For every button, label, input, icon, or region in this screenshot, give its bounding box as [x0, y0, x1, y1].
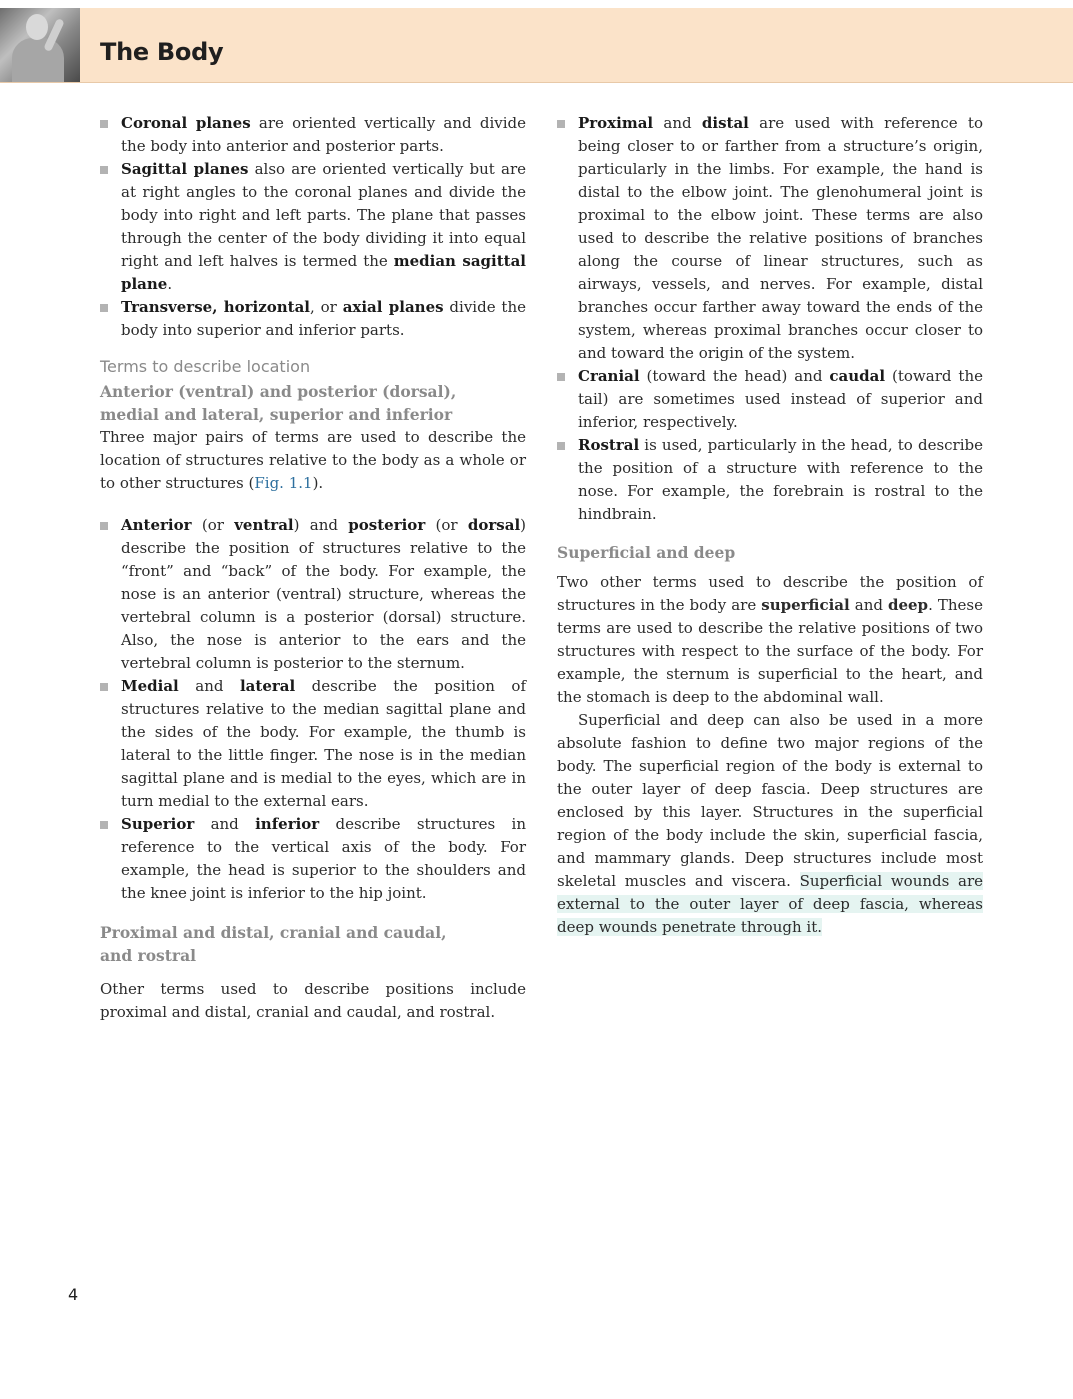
bullet-cranial-caudal [557, 365, 983, 434]
chapter-thumbnail-image [0, 8, 80, 82]
paragraph-text: and [849, 596, 888, 614]
left-column [100, 112, 526, 1024]
bullet-text: describe structures in reference to the vertical axis of the body. For example, the head is superior to the shoulders and the knee joint is inferior to the hip joint. [121, 815, 526, 902]
term: posterior [348, 516, 426, 534]
term: Medial [121, 677, 179, 695]
bullet-text: is used, particularly in the head, to describe the position of a structure with reference to the nose. For example, the forebrain is rostral to the hindbrain. [578, 436, 983, 523]
subheading-proximal-line2: and rostral [100, 946, 197, 965]
term: Rostral [578, 436, 640, 454]
bullet-anterior-posterior [100, 514, 526, 675]
bullet-text: (or [425, 516, 468, 534]
superficial-regions-paragraph [557, 709, 983, 939]
term: superficial [761, 596, 850, 614]
term: Anterior [121, 516, 192, 534]
bullet-proximal-distal [557, 112, 983, 365]
bullet-marker [557, 373, 565, 381]
bullet-text: and [194, 815, 256, 833]
bullet-marker [557, 442, 565, 450]
bullet-text: (or [191, 516, 235, 534]
bullet-marker [100, 821, 108, 829]
bullet-text: describe the position of structures relative to the median sagittal plane and the sides of the body. For example, the thumb is lateral to the little finger. The nose is in the median sagittal plane and is medial to the eyes, which are in turn medial to the external ears. [121, 677, 526, 810]
term: median sagittal plane [121, 252, 526, 293]
term: inferior [255, 815, 320, 833]
bullet-text: and [653, 114, 702, 132]
bullet-text: . [167, 275, 173, 293]
right-column [557, 112, 983, 939]
term: Cranial [578, 367, 640, 385]
paragraph-text: ). [312, 474, 324, 492]
subheading-location-line2: medial and lateral, superior and inferior [100, 405, 453, 424]
term: Transverse, horizontal [121, 298, 311, 316]
bullet-coronal-planes [100, 112, 526, 158]
subheading-superficial-deep: Superficial and deep [557, 543, 736, 562]
bullet-text: (toward the tail) are sometimes used instead of superior and inferior, respectively. [578, 367, 983, 431]
bullet-marker [100, 120, 108, 128]
bullet-text: are oriented vertically and divide the body into anterior and posterior parts. [121, 114, 526, 155]
superficial-deep-paragraph [557, 571, 983, 709]
subheading-location-line1: Anterior (ventral) and posterior (dorsal), [100, 382, 457, 401]
other-terms-paragraph: Other terms used to describe positions include proximal and distal, cranial and caudal, and rostral. [100, 980, 526, 1021]
location-intro-paragraph [100, 426, 526, 495]
section-heading: Terms to describe location [100, 357, 311, 376]
term: Coronal planes [121, 114, 251, 132]
term: Superior [121, 815, 195, 833]
bullet-rostral [557, 434, 983, 526]
paragraph-text: Three major pairs of terms are used to describe the location of structures relative to the body as a whole or to other structures ( [100, 428, 526, 492]
page-number: 4 [68, 1285, 79, 1304]
bullet-marker [100, 304, 108, 312]
bullet-text: and [178, 677, 240, 695]
bullet-text: also are oriented vertically but are at right angles to the coronal planes and divide the body into right and left parts. The plane that passes through the center of the body dividing it into equal right and left halves is termed the [121, 160, 526, 270]
term: Sagittal planes [121, 160, 249, 178]
bullet-sagittal-planes [100, 158, 526, 296]
bullet-text: , or [310, 298, 343, 316]
bullet-marker [100, 683, 108, 691]
chapter-header [0, 8, 1073, 83]
term: axial planes [342, 298, 444, 316]
bullet-text: divide the body into superior and inferior parts. [121, 298, 526, 339]
bullet-medial-lateral [100, 675, 526, 813]
bullet-text: are used with reference to being closer to or farther from a structure’s origin, particularly in the limbs. For example, the hand is distal to the elbow joint. The glenohumeral joint is proximal to the elbow joint. These terms are also used to describe the relative positions of branches along the course of linear structures, such as airways, vessels, and nerves. For example, distal branches occur farther away toward the ends of the system, whereas proximal branches occur closer to and toward the origin of the system. [578, 114, 983, 362]
highlighted-text: Superficial wounds are external to the outer layer of deep fascia, whereas deep wounds penetrate through it. [557, 872, 983, 936]
paragraph-text: . These terms are used to describe the relative positions of two structures with respect to the surface of the body. For example, the sternum is superficial to the heart, and the stomach is deep to the abdominal wall. [557, 596, 983, 706]
bullet-marker [557, 120, 565, 128]
term: distal [701, 114, 749, 132]
bullet-superior-inferior [100, 813, 526, 905]
term: caudal [829, 367, 886, 385]
term: lateral [239, 677, 296, 695]
bullet-text: (toward the head) and [639, 367, 830, 385]
term: dorsal [467, 516, 521, 534]
term: Proximal [578, 114, 654, 132]
subheading-proximal-line1: Proximal and distal, cranial and caudal, [100, 923, 447, 942]
term: ventral [234, 516, 294, 534]
figure-reference-link[interactable]: Fig. 1.1 [254, 474, 313, 492]
term: deep [887, 596, 929, 614]
bullet-transverse-planes [100, 296, 526, 342]
bullet-marker [100, 522, 108, 530]
bullet-text: ) describe the position of structures relative to the “front” and “back” of the body. For example, the nose is an anterior (ventral) structure, whereas the vertebral column is a posterior (dorsal) structure. Also, the nose is anterior to the ears and the vertebral column is posterior to the sternum. [121, 516, 527, 672]
chapter-title: The Body [100, 38, 224, 66]
paragraph-text: Two other terms used to describe the position of structures in the body are [557, 573, 983, 614]
bullet-marker [100, 166, 108, 174]
paragraph-text: Superficial and deep can also be used in a more absolute fashion to define two major regions of the body. The superficial region of the body is external to the outer layer of deep fascia. Deep structures are enclosed by this layer. Structures in the superficial region of the body include the skin, superficial fascia, and mammary glands. Deep structures include most skeletal muscles and viscera. [557, 711, 983, 890]
bullet-text: ) and [293, 516, 349, 534]
